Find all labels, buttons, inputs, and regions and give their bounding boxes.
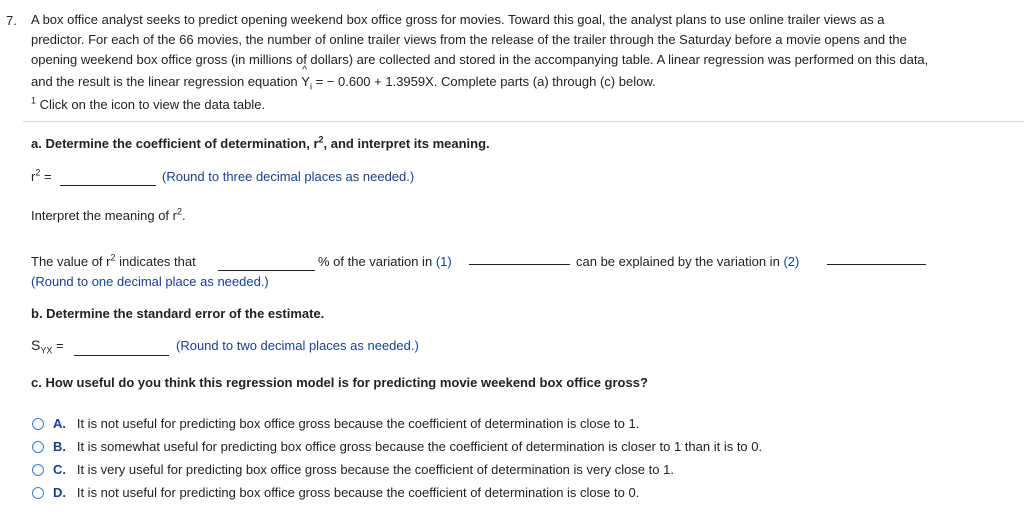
- data-table-link-text[interactable]: Click on the icon to view the data table.: [39, 97, 266, 112]
- option-b[interactable]: [53, 439, 762, 454]
- part-c-heading: c. How useful do you think this regression model is for predicting movie weekend box office gross?: [31, 375, 648, 390]
- equals: =: [40, 169, 52, 184]
- option-a[interactable]: [53, 416, 639, 431]
- equation-subscript: i: [309, 81, 312, 92]
- option-text: It is very useful for predicting box office gross because the coefficient of determination is very close to 1.: [76, 462, 674, 477]
- slot-2-label: (2): [783, 254, 800, 269]
- explained-text: can be explained by the variation in: [576, 254, 780, 269]
- option-d[interactable]: [53, 485, 639, 500]
- sentence-start: The value of r: [31, 254, 111, 269]
- question-intro: [31, 10, 928, 70]
- intro-line: predictor. For each of the 66 movies, the number of online trailer views from the release of the trailer through the Saturday before a movie opens and the: [31, 32, 907, 47]
- round-one-decimal-hint: (Round to one decimal place as needed.): [31, 274, 269, 289]
- r2-hint: (Round to three decimal places as needed.): [162, 169, 415, 184]
- option-c[interactable]: [53, 462, 674, 477]
- interpret-prompt: [31, 208, 186, 223]
- syx-subscript: YX: [40, 345, 53, 356]
- period: .: [182, 208, 186, 223]
- slot-2-dropdown[interactable]: [827, 264, 926, 265]
- part-b-heading: b. Determine the standard error of the estimate.: [31, 306, 325, 321]
- divider: [23, 121, 1024, 122]
- interpretation-start: [31, 254, 196, 269]
- syx-s: S: [31, 337, 41, 353]
- equals: =: [52, 338, 64, 353]
- option-text: It is not useful for predicting box office gross because the coefficient of determination is close to 1.: [76, 416, 640, 431]
- superscript: 2: [35, 167, 41, 178]
- syx-label: [31, 337, 64, 356]
- equation-y: Y: [301, 74, 310, 89]
- r2-label: [31, 169, 52, 184]
- question-number: 7.: [6, 13, 17, 28]
- superscript: 2: [110, 252, 116, 263]
- intro-line: opening weekend box office gross (in millions of dollars) are collected and stored in the accompanying table. A linear regression was performed on this data,: [31, 52, 929, 67]
- part-a-heading-end: , and interpret its meaning.: [323, 136, 490, 151]
- data-table-link[interactable]: [31, 97, 265, 112]
- syx-hint: (Round to two decimal places as needed.): [176, 338, 419, 353]
- equation-suffix: = − 0.600 + 1.3959X. Complete parts (a) through (c) below.: [315, 74, 656, 89]
- sentence-mid: indicates that: [115, 254, 196, 269]
- option-letter: D.: [53, 485, 66, 500]
- superscript: 2: [176, 206, 182, 217]
- percent-input[interactable]: [218, 270, 315, 271]
- superscript: 2: [318, 134, 324, 145]
- option-letter: B.: [53, 439, 66, 454]
- percent-label: [318, 254, 452, 269]
- syx-input[interactable]: [74, 355, 169, 356]
- option-text: It is somewhat useful for predicting box office gross because the coefficient of determination is closer to 1 than it is to 0.: [76, 439, 763, 454]
- regression-equation: [31, 65, 656, 92]
- option-text: It is not useful for predicting box office gross because the coefficient of determination is close to 0.: [76, 485, 640, 500]
- percent-text: % of the variation in: [318, 254, 433, 269]
- explained-label: [576, 254, 799, 269]
- equation-yhat: [301, 65, 312, 92]
- option-letter: C.: [53, 462, 66, 477]
- slot-1-label: (1): [435, 254, 452, 269]
- part-a-heading-text: a. Determine the coefficient of determination, r: [31, 136, 319, 151]
- option-d-radio[interactable]: [32, 487, 44, 499]
- option-letter: A.: [53, 416, 66, 431]
- r2-input[interactable]: [60, 185, 156, 186]
- footnote-marker: 1: [31, 95, 37, 106]
- hat-symbol: ^: [302, 65, 307, 76]
- equation-prefix: and the result is the linear regression equation: [31, 74, 298, 89]
- intro-line: A box office analyst seeks to predict opening weekend box office gross for movies. Toward this goal, the analyst plans to use online trailer views as a: [31, 12, 885, 27]
- slot-1-dropdown[interactable]: [469, 264, 570, 265]
- option-b-radio[interactable]: [32, 441, 44, 453]
- interpret-prompt-text: Interpret the meaning of r: [31, 208, 177, 223]
- part-a-heading: [31, 136, 490, 151]
- option-c-radio[interactable]: [32, 464, 44, 476]
- r2-label-r: r: [31, 169, 36, 184]
- option-a-radio[interactable]: [32, 418, 44, 430]
